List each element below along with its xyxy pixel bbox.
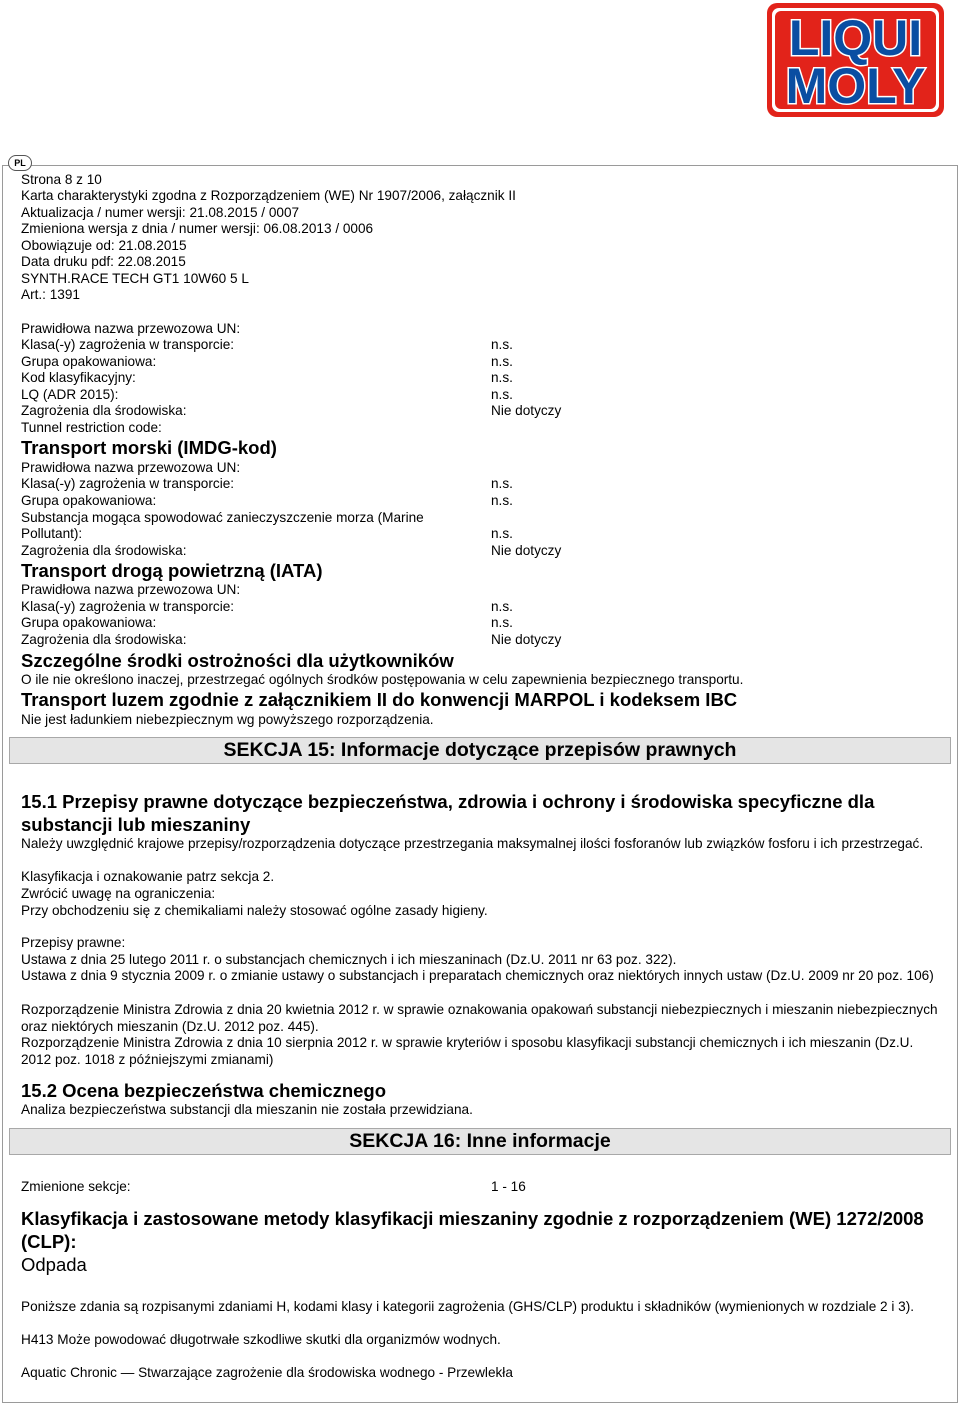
valid-from: Obowiązuje od: 21.08.2015 <box>21 238 187 253</box>
law-2009: Ustawa z dnia 9 stycznia 2009 r. o zmianie ustawy o substancjach i preparatach chemicznych oraz niektórych innych ustaw (Dz.U. 2009 nr 20 poz. 106) <box>21 968 934 983</box>
update-line: Aktualizacja / numer wersji: 21.08.2015 / 0007 <box>21 205 300 220</box>
adr-tunnel-label: Tunnel restriction code: <box>21 420 162 435</box>
language-badge: PL <box>8 155 32 171</box>
adr-env-label: Zagrożenia dla środowiska: <box>21 403 187 418</box>
iata-env-label: Zagrożenia dla środowiska: <box>21 632 187 647</box>
imdg-packing-label: Grupa opakowaniowa: <box>21 493 157 508</box>
heading-15-2: 15.2 Ocena bezpieczeństwa chemicznego <box>21 1080 387 1101</box>
imdg-marine-label-b: Pollutant): <box>21 526 83 541</box>
iata-env-value: Nie dotyczy <box>491 632 562 647</box>
section-15-header: SEKCJA 15: Informacje dotyczące przepisów prawnych <box>9 737 951 764</box>
imdg-class-value: n.s. <box>491 476 513 491</box>
imdg-env-value: Nie dotyczy <box>491 543 562 558</box>
adr-lq-label: LQ (ADR 2015): <box>21 387 119 402</box>
precautions-text: O ile nie określono inaczej, przestrzegać ogólnych środków postępowania w celu zapewnienia bezpiecznego transportu. <box>21 672 744 687</box>
logo-line1: LIQUI <box>788 10 923 66</box>
imdg-marine-value: n.s. <box>491 526 513 541</box>
product-name: SYNTH.RACE TECH GT1 10W60 5 L <box>21 271 249 286</box>
imdg-packing-value: n.s. <box>491 493 513 508</box>
clp-value: Odpada <box>21 1254 87 1275</box>
legal-regulations-label: Przepisy prawne: <box>21 935 126 950</box>
imdg-marine-label-a: Substancja mogąca spowodować zanieczyszczenie morza (Marine <box>21 510 424 525</box>
iata-heading: Transport drogą powietrzną (IATA) <box>21 560 323 581</box>
regulation-line: Karta charakterystyki zgodna z Rozporządzeniem (WE) Nr 1907/2006, załącznik II <box>21 188 516 203</box>
iata-class-value: n.s. <box>491 599 513 614</box>
safety-assessment-text: Analiza bezpieczeństwa substancji dla mieszanin nie została przewidziana. <box>21 1102 473 1117</box>
liqui-moly-logo <box>767 3 944 117</box>
h413-statement: H413 Może powodować długotrwałe szkodliwe skutki dla organizmów wodnych. <box>21 1332 501 1347</box>
imdg-class-label: Klasa(-y) zagrożenia w transporcie: <box>21 476 235 491</box>
page-number: Strona 8 z 10 <box>21 172 102 187</box>
adr-packing-label: Grupa opakowaniowa: <box>21 354 157 369</box>
imdg-env-label: Zagrożenia dla środowiska: <box>21 543 187 558</box>
print-date: Data druku pdf: 22.08.2015 <box>21 254 186 269</box>
precautions-heading: Szczególne środki ostrożności dla użytkowników <box>21 650 454 671</box>
imdg-heading: Transport morski (IMDG-kod) <box>21 437 277 458</box>
iata-class-label: Klasa(-y) zagrożenia w transporcie: <box>21 599 235 614</box>
section-16-header: SEKCJA 16: Inne informacje <box>9 1128 951 1155</box>
phosphate-note: Należy uwzględnić krajowe przepisy/rozporządzenia dotyczące przestrzegania maksymalnej ilości fosforanów lub związków fosforu i ich przestrzegać. <box>21 836 924 851</box>
restrictions-note: Zwrócić uwagę na ograniczenia: <box>21 886 216 901</box>
iata-un-name-label: Prawidłowa nazwa przewozowa UN: <box>21 582 241 597</box>
classification-note: Klasyfikacja i oznakowanie patrz sekcja 2. <box>21 869 275 884</box>
heading-15-1: 15.1 Przepisy prawne dotyczące bezpieczeństwa, zdrowia i ochrony i środowiska specyficzne dla substancji lub mieszaniny <box>21 791 875 835</box>
adr-lq-value: n.s. <box>491 387 513 402</box>
adr-packing-value: n.s. <box>491 354 513 369</box>
changed-sections-label: Zmienione sekcje: <box>21 1179 131 1194</box>
adr-class-value: n.s. <box>491 337 513 352</box>
aquatic-chronic-note: Aquatic Chronic — Stwarzające zagrożenie dla środowiska wodnego - Przewlekła <box>21 1365 513 1380</box>
iata-packing-label: Grupa opakowaniowa: <box>21 615 157 630</box>
adr-class-label: Klasa(-y) zagrożenia w transporcie: <box>21 337 235 352</box>
marpol-heading: Transport luzem zgodnie z załącznikiem II do konwencji MARPOL i kodeksem IBC <box>21 689 738 710</box>
adr-un-name-label: Prawidłowa nazwa przewozowa UN: <box>21 321 241 336</box>
hygiene-note: Przy obchodzeniu się z chemikaliami należy stosować ogólne zasady higieny. <box>21 903 488 918</box>
regulation-august-2012: Rozporządzenie Ministra Zdrowia z dnia 10 sierpnia 2012 r. w sprawie kryteriów i sposobu klasyfikacji substancji chemicznych i ich mieszanin (Dz.U. 2012 poz. 1018 z późniejszymi zmianami) <box>21 1035 914 1067</box>
imdg-un-name-label: Prawidłowa nazwa przewozowa UN: <box>21 460 241 475</box>
adr-code-label: Kod klasyfikacyjny: <box>21 370 136 385</box>
adr-env-value: Nie dotyczy <box>491 403 562 418</box>
logo-line2: MOLY <box>785 58 926 114</box>
iata-packing-value: n.s. <box>491 615 513 630</box>
article-number: Art.: 1391 <box>21 287 80 302</box>
law-2011: Ustawa z dnia 25 lutego 2011 r. o substancjach chemicznych i ich mieszaninach (Dz.U. 2011 nr 63 poz. 322). <box>21 952 677 967</box>
changed-sections-value: 1 - 16 <box>491 1179 526 1194</box>
marpol-text: Nie jest ładunkiem niebezpiecznym wg powyższego rozporządzenia. <box>21 712 434 727</box>
replaced-version: Zmieniona wersja z dnia / numer wersji: 06.08.2013 / 0006 <box>21 221 374 236</box>
clp-heading: Klasyfikacja i zastosowane metody klasyfikacji mieszaniny zgodnie z rozporządzeniem (WE) 1272/2008 (CLP): <box>21 1208 924 1252</box>
regulation-april-2012: Rozporządzenie Ministra Zdrowia z dnia 20 kwietnia 2012 r. w sprawie oznakowania opakowań substancji niebezpiecznych i mieszanin niebezpiecznych oraz niektórych mieszanin (Dz.U. 2012 poz. 445). <box>21 1002 938 1034</box>
adr-code-value: n.s. <box>491 370 513 385</box>
h-statements-intro: Poniższe zdania są rozpisanymi zdaniami H, kodami klasy i kategorii zagrożenia (GHS/CLP) produktu i składników (wymienionych w rozdziale 2 i 3). <box>21 1299 915 1314</box>
